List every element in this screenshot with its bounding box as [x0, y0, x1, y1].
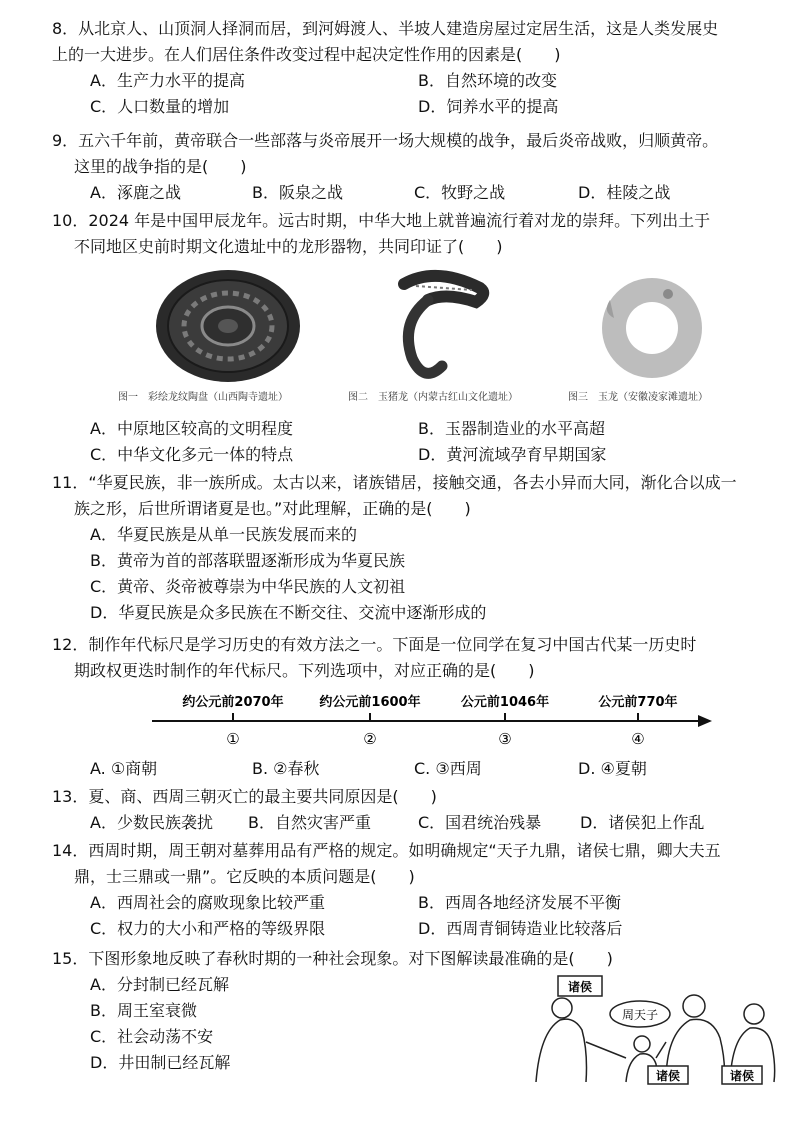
q8-options-row1: [52, 68, 782, 94]
q14-options-row2: [52, 916, 782, 942]
q13-stem-line1: 13．夏、商、西周三朝灭亡的最主要共同原因是( ): [52, 787, 437, 806]
q13-option-a[interactable]: A．少数民族袭扰: [90, 813, 213, 832]
q8-option-a[interactable]: A．生产力水平的提高: [90, 71, 245, 90]
q12-timeline: [150, 690, 720, 750]
painted-dragon-plate-image: [148, 266, 308, 386]
q8-option-d[interactable]: D．饲养水平的提高: [418, 97, 559, 116]
q9-stem-line2: 这里的战争指的是( ): [74, 157, 247, 176]
q12-option-d[interactable]: D. ④夏朝: [578, 759, 647, 778]
q11-stem-line1: 11．“华夏民族，非一族所成。太古以来，诸族错居，接触交通，各去小异而大同，渐化合以成一: [52, 473, 737, 492]
jade-pig-dragon-image: [376, 262, 506, 392]
q9-option-d[interactable]: D．桂陵之战: [578, 183, 671, 202]
question-13: [52, 784, 782, 836]
q8-option-c[interactable]: C．人口数量的增加: [90, 97, 230, 116]
question-10: [52, 208, 782, 260]
cartoon-label-lord-middle: 诸侯: [655, 1069, 681, 1083]
q11-stem-line2: 族之形，后世所谓诸夏是也。”对此理解，正确的是( ): [74, 499, 471, 518]
question-9: [52, 128, 782, 206]
q11-option-d[interactable]: D．华夏民族是众多民族在不断交往、交流中逐渐形成的: [90, 603, 487, 622]
q12-stem-line2: 期政权更迭时制作的年代标尺。下列选项中，对应正确的是( ): [74, 661, 535, 680]
q10-caption-2: 图二 玉猪龙（内蒙古红山文化遗址）: [348, 392, 518, 403]
question-14: [52, 838, 782, 942]
cartoon-label-son-of-heaven: 周天子: [621, 1008, 659, 1022]
timeline-label-4: 公元前770年: [598, 695, 678, 710]
q10-options-row2: [52, 442, 782, 468]
jade-dragon-ring-image: [588, 266, 718, 388]
q15-option-c[interactable]: C．社会动荡不安: [90, 1027, 214, 1046]
q15-option-d[interactable]: D．井田制已经瓦解: [90, 1053, 231, 1072]
q12-option-c[interactable]: C. ③西周: [414, 759, 482, 778]
q12-option-b[interactable]: B. ②春秋: [252, 759, 320, 778]
q13-option-c[interactable]: C．国君统治残暴: [418, 813, 542, 832]
q9-option-a[interactable]: A．涿鹿之战: [90, 183, 181, 202]
q13-options-row: [52, 810, 782, 836]
q8-stem-line1: 8．从北京人、山顶洞人择洞而居，到河姆渡人、半坡人建造房屋过定居生活，这是人类发展史: [52, 19, 719, 38]
q9-option-b[interactable]: B．阪泉之战: [252, 183, 343, 202]
q12-options: [52, 756, 782, 782]
q14-stem-line2: 鼎，士三鼎或一鼎”。它反映的本质问题是( ): [74, 867, 415, 886]
q10-option-b[interactable]: B．玉器制造业的水平高超: [418, 419, 605, 438]
q11-option-c[interactable]: C．黄帝、炎帝被尊崇为中华民族的人文初祖: [90, 577, 406, 596]
q10-options-row1: [52, 416, 782, 442]
timeline-label-2: 约公元前1600年: [319, 695, 421, 710]
q14-option-a[interactable]: A．西周社会的腐败现象比较严重: [90, 893, 325, 912]
timeline-label-3: 公元前1046年: [460, 695, 550, 710]
question-12: [52, 632, 782, 684]
cartoon-label-lord-top: 诸侯: [567, 980, 593, 994]
q14-stem-line1: 14．西周时期，周王朝对墓葬用品有严格的规定。如明确规定“天子九鼎，诸侯七鼎，卿大夫五: [52, 841, 721, 860]
cartoon-lord-left: [536, 1019, 587, 1082]
q12-option-a[interactable]: A. ①商朝: [90, 759, 158, 778]
timeline-marker-2: ②: [363, 730, 377, 748]
q15-option-a[interactable]: A．分封制已经瓦解: [90, 975, 229, 994]
q10-option-c[interactable]: C．中华文化多元一体的特点: [90, 445, 294, 464]
q14-options-row1: [52, 890, 782, 916]
q9-option-c[interactable]: C．牧野之战: [414, 183, 506, 202]
q11-option-a[interactable]: A．华夏民族是从单一民族发展而来的: [90, 525, 357, 544]
q14-option-b[interactable]: B．西周各地经济发展不平衡: [418, 893, 621, 912]
q15-option-b[interactable]: B．周王室衰微: [90, 1001, 197, 1020]
q13-option-d[interactable]: D．诸侯犯上作乱: [580, 813, 705, 832]
question-8: [52, 16, 782, 120]
cartoon-label-lord-right: 诸侯: [729, 1069, 755, 1083]
q12-options-row: [52, 756, 782, 782]
question-11: [52, 470, 782, 626]
q10-figures: [118, 262, 768, 410]
q10-stem-line2: 不同地区史前时期文化遗址中的龙形器物，共同印证了( ): [74, 237, 503, 256]
q8-option-b[interactable]: B．自然环境的改变: [418, 71, 557, 90]
q14-option-c[interactable]: C．权力的大小和严格的等级界限: [90, 919, 326, 938]
timeline-marker-4: ④: [631, 730, 645, 748]
timeline-marker-1: ①: [226, 730, 240, 748]
q10-caption-1: 图一 彩绘龙纹陶盘（山西陶寺遗址）: [118, 392, 288, 403]
q10-stem-line1: 10．2024 年是中国甲辰龙年。远古时期，中华大地上就普遍流行着对龙的崇拜。下列出土于: [52, 211, 711, 230]
q13-option-b[interactable]: B．自然灾害严重: [248, 813, 371, 832]
q15-cartoon: [516, 972, 780, 1090]
q11-option-b[interactable]: B．黄帝为首的部落联盟逐渐形成为华夏民族: [90, 551, 405, 570]
q14-option-d[interactable]: D．西周青铜铸造业比较落后: [418, 919, 623, 938]
q10-option-a[interactable]: A．中原地区较高的文明程度: [90, 419, 293, 438]
timeline-label-1: 约公元前2070年: [182, 695, 284, 710]
timeline-marker-3: ③: [498, 730, 512, 748]
q10-option-d[interactable]: D．黄河流域孕育早期国家: [418, 445, 607, 464]
q9-stem-line1: 9．五六千年前，黄帝联合一些部落与炎帝展开一场大规模的战争，最后炎帝战败，归顺黄帝。: [52, 131, 719, 150]
q12-stem-line1: 12．制作年代标尺是学习历史的有效方法之一。下面是一位同学在复习中国古代某一历史时: [52, 635, 697, 654]
q10-caption-3: 图三 玉龙（安徽凌家滩遗址）: [568, 392, 708, 403]
timeline-arrow: [698, 715, 712, 727]
q9-options-row: [52, 180, 782, 206]
q8-options-row2: [52, 94, 782, 120]
q8-stem-line2: 上的一大进步。在人们居住条件改变过程中起决定性作用的因素是( ): [52, 45, 561, 64]
q10-options: [52, 416, 782, 468]
q15-stem-line1: 15．下图形象地反映了春秋时期的一种社会现象。对下图解读最准确的是( ): [52, 949, 613, 968]
